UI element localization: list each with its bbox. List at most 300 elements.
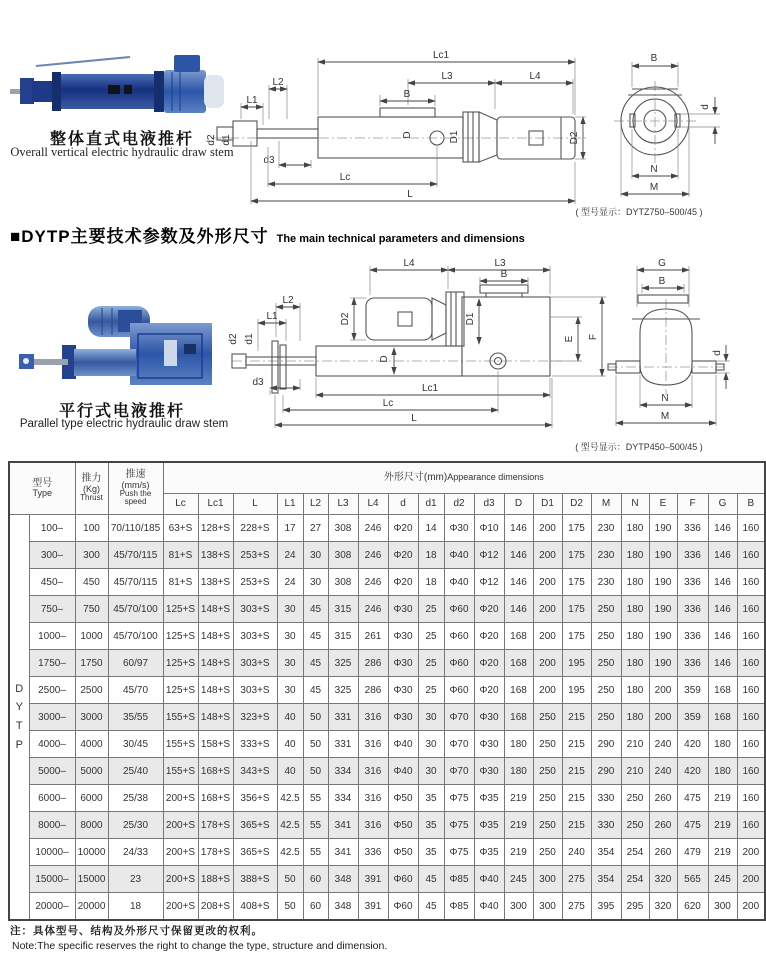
value-cell: 175 bbox=[562, 569, 591, 596]
col-header-type: 型号 Type bbox=[9, 462, 75, 515]
value-cell: 160 bbox=[737, 569, 765, 596]
model-cell: 1750– bbox=[29, 650, 75, 677]
value-cell: 308 bbox=[328, 515, 358, 542]
value-cell: 323+S bbox=[233, 704, 277, 731]
value-cell: 146 bbox=[708, 569, 737, 596]
value-cell: 15000 bbox=[75, 866, 108, 893]
value-cell: Φ60 bbox=[444, 596, 474, 623]
value-cell: 18 bbox=[418, 542, 444, 569]
value-cell: 215 bbox=[562, 812, 591, 839]
dim-col-header: d3 bbox=[474, 494, 504, 515]
dim-label-l4: L4 bbox=[529, 71, 541, 82]
value-cell: 148+S bbox=[198, 677, 233, 704]
value-cell: 160 bbox=[737, 731, 765, 758]
value-cell: 200 bbox=[737, 866, 765, 893]
value-cell: 254 bbox=[621, 866, 649, 893]
value-cell: 219 bbox=[708, 785, 737, 812]
value-cell: 275 bbox=[562, 893, 591, 921]
dim-label-f: F bbox=[588, 333, 599, 341]
dim-label-d1: d1 bbox=[221, 134, 232, 146]
value-cell: 63+S bbox=[163, 515, 198, 542]
value-cell: 40 bbox=[277, 704, 303, 731]
footer-note-en: Note:The specific reserves the right to change the type, structure and dimension. bbox=[12, 940, 388, 952]
value-cell: Φ70 bbox=[444, 704, 474, 731]
table-row bbox=[9, 731, 765, 758]
value-cell: Φ35 bbox=[474, 812, 504, 839]
value-cell: 138+S bbox=[198, 569, 233, 596]
model-cell: 15000– bbox=[29, 866, 75, 893]
value-cell: 168 bbox=[504, 650, 533, 677]
value-cell: 316 bbox=[358, 704, 388, 731]
value-cell: 10000 bbox=[75, 839, 108, 866]
value-cell: 1750 bbox=[75, 650, 108, 677]
dim-col-header: B bbox=[737, 494, 765, 515]
value-cell: Φ35 bbox=[474, 785, 504, 812]
table-row bbox=[9, 623, 765, 650]
value-cell: 330 bbox=[591, 812, 621, 839]
dim-label-l: L bbox=[407, 189, 413, 200]
dim-label-l3: L3 bbox=[441, 71, 453, 82]
value-cell: 146 bbox=[708, 623, 737, 650]
dim-label-D1: D1 bbox=[465, 312, 476, 326]
value-cell: 475 bbox=[677, 785, 708, 812]
value-cell: 50 bbox=[303, 704, 328, 731]
value-cell: 250 bbox=[533, 758, 562, 785]
value-cell: 300 bbox=[533, 893, 562, 921]
value-cell: 300 bbox=[504, 893, 533, 921]
dim-label-l3: L3 bbox=[494, 258, 506, 269]
value-cell: Φ40 bbox=[388, 731, 418, 758]
value-cell: Φ30 bbox=[388, 623, 418, 650]
value-cell: Φ20 bbox=[388, 569, 418, 596]
value-cell: 200+S bbox=[163, 785, 198, 812]
table-row bbox=[9, 677, 765, 704]
value-cell: 14 bbox=[418, 515, 444, 542]
dim-label-l1: L1 bbox=[266, 311, 278, 322]
value-cell: Φ60 bbox=[444, 650, 474, 677]
value-cell: 160 bbox=[737, 677, 765, 704]
value-cell: 160 bbox=[737, 596, 765, 623]
value-cell: 200 bbox=[737, 839, 765, 866]
dim-label-b: B bbox=[650, 53, 658, 64]
value-cell: 200 bbox=[649, 677, 677, 704]
value-cell: 30 bbox=[277, 596, 303, 623]
value-cell: 25 bbox=[418, 623, 444, 650]
value-cell: Φ20 bbox=[388, 515, 418, 542]
dim-label-d2: d2 bbox=[228, 333, 239, 345]
dim-label-d: d bbox=[712, 350, 723, 356]
model-cell: 4000– bbox=[29, 731, 75, 758]
value-cell: 4000 bbox=[75, 731, 108, 758]
value-cell: 320 bbox=[649, 893, 677, 921]
value-cell: 158+S bbox=[198, 731, 233, 758]
value-cell: 359 bbox=[677, 677, 708, 704]
model-note-dytp: ( 型号显示：DYTP450–500/45 ) bbox=[575, 442, 703, 452]
value-cell: 219 bbox=[708, 812, 737, 839]
photo1-caption-en: Overall vertical electric hydraulic draw stem bbox=[10, 145, 234, 159]
value-cell: Φ70 bbox=[444, 731, 474, 758]
model-cell: 8000– bbox=[29, 812, 75, 839]
value-cell: Φ50 bbox=[388, 812, 418, 839]
value-cell: 180 bbox=[504, 758, 533, 785]
value-cell: Φ30 bbox=[388, 677, 418, 704]
value-cell: 160 bbox=[737, 812, 765, 839]
value-cell: 45/70/115 bbox=[108, 542, 163, 569]
value-cell: 391 bbox=[358, 866, 388, 893]
value-cell: 359 bbox=[677, 704, 708, 731]
value-cell: 240 bbox=[649, 731, 677, 758]
value-cell: 420 bbox=[677, 758, 708, 785]
dim-label-D: D bbox=[402, 131, 413, 139]
value-cell: Φ30 bbox=[388, 650, 418, 677]
value-cell: 25/38 bbox=[108, 785, 163, 812]
value-cell: 325 bbox=[328, 650, 358, 677]
value-cell: 200 bbox=[533, 515, 562, 542]
value-cell: 45/70/100 bbox=[108, 623, 163, 650]
value-cell: 45 bbox=[418, 866, 444, 893]
table-row bbox=[9, 542, 765, 569]
value-cell: 354 bbox=[591, 839, 621, 866]
value-cell: 155+S bbox=[163, 704, 198, 731]
value-cell: 200 bbox=[533, 677, 562, 704]
parameters-table bbox=[8, 461, 766, 921]
value-cell: 331 bbox=[328, 731, 358, 758]
value-cell: 250 bbox=[533, 812, 562, 839]
value-cell: 180 bbox=[621, 515, 649, 542]
value-cell: 336 bbox=[677, 515, 708, 542]
value-cell: 336 bbox=[677, 650, 708, 677]
dim-col-header: L4 bbox=[358, 494, 388, 515]
value-cell: 35 bbox=[418, 785, 444, 812]
product-photo-parallel-type bbox=[18, 298, 233, 394]
dim-label-D2: D2 bbox=[340, 312, 351, 326]
value-cell: 246 bbox=[358, 542, 388, 569]
value-cell: 260 bbox=[649, 785, 677, 812]
value-cell: 336 bbox=[677, 623, 708, 650]
dim-col-header: Lc1 bbox=[198, 494, 233, 515]
value-cell: 35/55 bbox=[108, 704, 163, 731]
value-cell: 25 bbox=[418, 677, 444, 704]
value-cell: Φ50 bbox=[388, 839, 418, 866]
dim-col-header: D2 bbox=[562, 494, 591, 515]
value-cell: 388+S bbox=[233, 866, 277, 893]
value-cell: 35 bbox=[418, 839, 444, 866]
value-cell: Φ60 bbox=[444, 623, 474, 650]
value-cell: 316 bbox=[358, 785, 388, 812]
value-cell: 160 bbox=[737, 785, 765, 812]
value-cell: 275 bbox=[562, 866, 591, 893]
model-cell: 10000– bbox=[29, 839, 75, 866]
value-cell: 565 bbox=[677, 866, 708, 893]
value-cell: 240 bbox=[649, 758, 677, 785]
value-cell: 45/70/100 bbox=[108, 596, 163, 623]
value-cell: 45 bbox=[303, 650, 328, 677]
value-cell: 215 bbox=[562, 785, 591, 812]
table-row bbox=[9, 704, 765, 731]
value-cell: 365+S bbox=[233, 839, 277, 866]
value-cell: 55 bbox=[303, 812, 328, 839]
value-cell: 1000 bbox=[75, 623, 108, 650]
dim-label-D1: D1 bbox=[449, 130, 460, 144]
value-cell: 250 bbox=[591, 704, 621, 731]
dytz-dimension-drawing bbox=[205, 45, 590, 217]
model-cell: 20000– bbox=[29, 893, 75, 921]
model-cell: 3000– bbox=[29, 704, 75, 731]
value-cell: Φ20 bbox=[474, 677, 504, 704]
value-cell: Φ30 bbox=[474, 731, 504, 758]
dim-label-l2: L2 bbox=[282, 295, 294, 306]
value-cell: 300 bbox=[708, 893, 737, 921]
value-cell: 168+S bbox=[198, 758, 233, 785]
value-cell: 125+S bbox=[163, 596, 198, 623]
dim-label-b: B bbox=[500, 269, 508, 280]
value-cell: 148+S bbox=[198, 623, 233, 650]
value-cell: 3000 bbox=[75, 704, 108, 731]
value-cell: Φ40 bbox=[474, 893, 504, 921]
value-cell: 303+S bbox=[233, 650, 277, 677]
value-cell: 308 bbox=[328, 542, 358, 569]
value-cell: Φ30 bbox=[388, 704, 418, 731]
value-cell: 160 bbox=[737, 623, 765, 650]
dim-col-header: L bbox=[233, 494, 277, 515]
dim-col-header: d2 bbox=[444, 494, 474, 515]
value-cell: Φ50 bbox=[388, 785, 418, 812]
value-cell: 250 bbox=[591, 677, 621, 704]
section-heading bbox=[10, 222, 525, 247]
model-cell: 100– bbox=[29, 515, 75, 542]
value-cell: Φ35 bbox=[474, 839, 504, 866]
value-cell: Φ10 bbox=[474, 515, 504, 542]
value-cell: 200+S bbox=[163, 866, 198, 893]
value-cell: 219 bbox=[504, 812, 533, 839]
value-cell: 316 bbox=[358, 758, 388, 785]
dim-label-l4: L4 bbox=[403, 258, 415, 269]
value-cell: 295 bbox=[621, 893, 649, 921]
value-cell: 215 bbox=[562, 731, 591, 758]
value-cell: 168 bbox=[708, 677, 737, 704]
value-cell: 250 bbox=[591, 650, 621, 677]
value-cell: 70/110/185 bbox=[108, 515, 163, 542]
value-cell: Φ60 bbox=[388, 866, 418, 893]
value-cell: 30 bbox=[277, 623, 303, 650]
value-cell: 250 bbox=[533, 785, 562, 812]
value-cell: 18 bbox=[108, 893, 163, 921]
value-cell: 42.5 bbox=[277, 812, 303, 839]
value-cell: 60/97 bbox=[108, 650, 163, 677]
value-cell: Φ40 bbox=[444, 569, 474, 596]
value-cell: 138+S bbox=[198, 542, 233, 569]
value-cell: 180 bbox=[504, 731, 533, 758]
value-cell: 250 bbox=[621, 812, 649, 839]
value-cell: 331 bbox=[328, 704, 358, 731]
value-cell: 30 bbox=[418, 704, 444, 731]
value-cell: 315 bbox=[328, 623, 358, 650]
value-cell: 219 bbox=[504, 839, 533, 866]
value-cell: 8000 bbox=[75, 812, 108, 839]
value-cell: 341 bbox=[328, 839, 358, 866]
dim-col-header: d bbox=[388, 494, 418, 515]
value-cell: 23 bbox=[108, 866, 163, 893]
value-cell: Φ60 bbox=[388, 893, 418, 921]
dytz-end-view bbox=[592, 45, 732, 213]
value-cell: 250 bbox=[591, 596, 621, 623]
value-cell: Φ60 bbox=[444, 677, 474, 704]
value-cell: 200 bbox=[533, 596, 562, 623]
value-cell: 40 bbox=[277, 758, 303, 785]
value-cell: 45 bbox=[303, 623, 328, 650]
value-cell: 25 bbox=[418, 596, 444, 623]
value-cell: 24 bbox=[277, 569, 303, 596]
value-cell: 50 bbox=[277, 893, 303, 921]
value-cell: 230 bbox=[591, 515, 621, 542]
value-cell: 175 bbox=[562, 596, 591, 623]
value-cell: 175 bbox=[562, 542, 591, 569]
value-cell: Φ30 bbox=[474, 704, 504, 731]
value-cell: 155+S bbox=[163, 758, 198, 785]
dim-col-header: Lc bbox=[163, 494, 198, 515]
value-cell: 180 bbox=[621, 623, 649, 650]
value-cell: Φ30 bbox=[474, 758, 504, 785]
value-cell: 146 bbox=[708, 596, 737, 623]
heading-en: The main technical parameters and dimensions bbox=[276, 233, 525, 245]
value-cell: 219 bbox=[708, 839, 737, 866]
dim-label-d2: d2 bbox=[206, 134, 217, 146]
value-cell: 180 bbox=[621, 704, 649, 731]
photo2-caption-zh: 平行式电液推杆 bbox=[58, 403, 185, 420]
value-cell: 254 bbox=[621, 839, 649, 866]
value-cell: 55 bbox=[303, 839, 328, 866]
value-cell: 354 bbox=[591, 866, 621, 893]
value-cell: 155+S bbox=[163, 731, 198, 758]
value-cell: 45 bbox=[303, 596, 328, 623]
value-cell: 148+S bbox=[198, 704, 233, 731]
value-cell: 180 bbox=[621, 569, 649, 596]
dim-col-header: M bbox=[591, 494, 621, 515]
value-cell: Φ12 bbox=[474, 569, 504, 596]
value-cell: 303+S bbox=[233, 677, 277, 704]
dim-col-header: L3 bbox=[328, 494, 358, 515]
value-cell: Φ40 bbox=[388, 758, 418, 785]
value-cell: 290 bbox=[591, 758, 621, 785]
value-cell: 6000 bbox=[75, 785, 108, 812]
dim-label-b: B bbox=[658, 276, 666, 287]
dim-label-n: N bbox=[650, 164, 658, 175]
value-cell: 30 bbox=[418, 731, 444, 758]
model-cell: 450– bbox=[29, 569, 75, 596]
value-cell: 148+S bbox=[198, 650, 233, 677]
value-cell: 200+S bbox=[163, 893, 198, 921]
value-cell: 260 bbox=[649, 839, 677, 866]
value-cell: Φ40 bbox=[444, 542, 474, 569]
table-row bbox=[9, 569, 765, 596]
value-cell: 30 bbox=[303, 542, 328, 569]
value-cell: 100 bbox=[75, 515, 108, 542]
value-cell: 195 bbox=[562, 650, 591, 677]
value-cell: 50 bbox=[303, 758, 328, 785]
dim-label-lc: Lc bbox=[382, 398, 394, 409]
value-cell: 219 bbox=[504, 785, 533, 812]
value-cell: 195 bbox=[562, 677, 591, 704]
value-cell: 246 bbox=[358, 515, 388, 542]
value-cell: 215 bbox=[562, 704, 591, 731]
model-note-dytz: ( 型号显示：DYTZ750–500/45 ) bbox=[575, 207, 703, 217]
value-cell: 200 bbox=[649, 704, 677, 731]
value-cell: 168 bbox=[504, 677, 533, 704]
value-cell: 20000 bbox=[75, 893, 108, 921]
value-cell: 24/33 bbox=[108, 839, 163, 866]
value-cell: 228+S bbox=[233, 515, 277, 542]
value-cell: 343+S bbox=[233, 758, 277, 785]
value-cell: 175 bbox=[562, 515, 591, 542]
value-cell: 18 bbox=[418, 569, 444, 596]
dim-col-header: E bbox=[649, 494, 677, 515]
value-cell: 168 bbox=[504, 623, 533, 650]
value-cell: 336 bbox=[358, 839, 388, 866]
model-cell: 6000– bbox=[29, 785, 75, 812]
value-cell: 245 bbox=[504, 866, 533, 893]
series-label-dytp: D Y T P bbox=[9, 515, 29, 921]
value-cell: 348 bbox=[328, 893, 358, 921]
dim-label-g: G bbox=[658, 258, 666, 269]
value-cell: 178+S bbox=[198, 839, 233, 866]
value-cell: 333+S bbox=[233, 731, 277, 758]
value-cell: 180 bbox=[621, 542, 649, 569]
dim-label-D2: D2 bbox=[569, 131, 580, 145]
value-cell: 160 bbox=[737, 650, 765, 677]
value-cell: 308 bbox=[328, 569, 358, 596]
value-cell: 25 bbox=[418, 650, 444, 677]
value-cell: 200+S bbox=[163, 839, 198, 866]
value-cell: Φ85 bbox=[444, 893, 474, 921]
value-cell: 146 bbox=[504, 542, 533, 569]
value-cell: 286 bbox=[358, 650, 388, 677]
value-cell: 190 bbox=[649, 596, 677, 623]
value-cell: 261 bbox=[358, 623, 388, 650]
value-cell: 30 bbox=[303, 569, 328, 596]
value-cell: 180 bbox=[621, 677, 649, 704]
col-group-dimensions: 外形尺寸(mm)Appearance dimensions bbox=[163, 462, 765, 494]
dim-label-d3: d3 bbox=[263, 155, 275, 166]
value-cell: 180 bbox=[621, 650, 649, 677]
value-cell: 303+S bbox=[233, 596, 277, 623]
model-cell: 5000– bbox=[29, 758, 75, 785]
dytp-dimension-drawing bbox=[228, 255, 620, 441]
value-cell: 160 bbox=[737, 758, 765, 785]
value-cell: 208+S bbox=[198, 893, 233, 921]
value-cell: 450 bbox=[75, 569, 108, 596]
value-cell: 30/45 bbox=[108, 731, 163, 758]
value-cell: 250 bbox=[591, 623, 621, 650]
value-cell: 230 bbox=[591, 542, 621, 569]
value-cell: 316 bbox=[358, 812, 388, 839]
value-cell: 180 bbox=[708, 731, 737, 758]
value-cell: 253+S bbox=[233, 542, 277, 569]
value-cell: 250 bbox=[621, 785, 649, 812]
value-cell: 290 bbox=[591, 731, 621, 758]
value-cell: 348 bbox=[328, 866, 358, 893]
value-cell: 5000 bbox=[75, 758, 108, 785]
value-cell: 27 bbox=[303, 515, 328, 542]
value-cell: 356+S bbox=[233, 785, 277, 812]
col-header-thrust: 推力 (Kg) Thrust bbox=[75, 462, 108, 515]
value-cell: 160 bbox=[737, 542, 765, 569]
value-cell: Φ20 bbox=[474, 650, 504, 677]
value-cell: 45/70/115 bbox=[108, 569, 163, 596]
dim-col-header: L2 bbox=[303, 494, 328, 515]
value-cell: 620 bbox=[677, 893, 708, 921]
value-cell: 190 bbox=[649, 542, 677, 569]
value-cell: 35 bbox=[418, 812, 444, 839]
